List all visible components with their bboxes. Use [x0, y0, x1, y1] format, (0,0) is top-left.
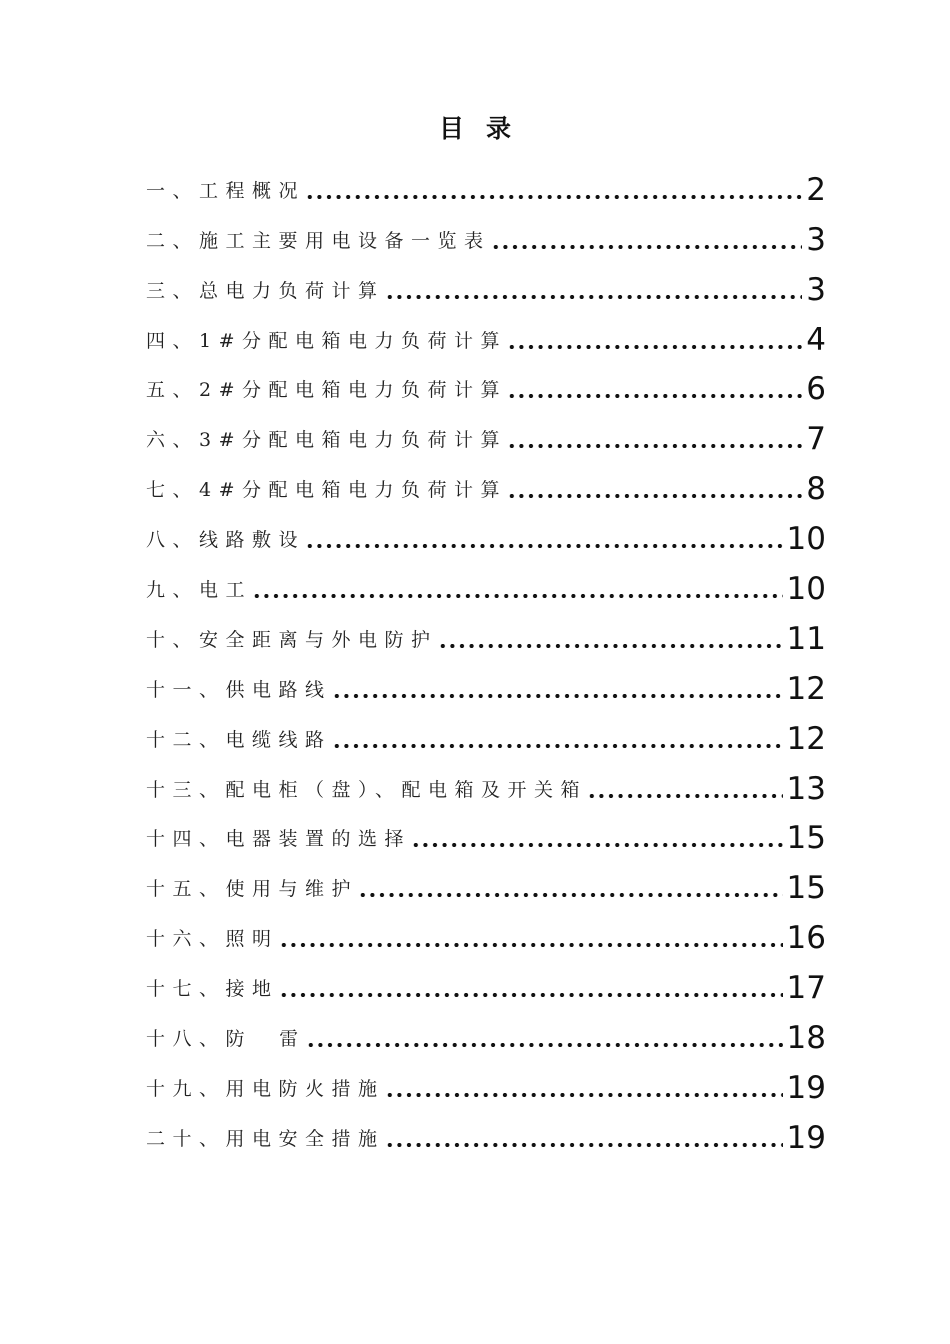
- toc-entry-label: 十八、防 雷: [146, 1028, 306, 1051]
- toc-entry-page-number: 11: [786, 620, 826, 657]
- toc-entry[interactable]: [146, 706, 826, 756]
- dot-leader: [385, 1143, 783, 1147]
- toc-entry-label: 十六、照明: [146, 928, 279, 951]
- toc-entry-label: 六、3#分配电箱电力负荷计算: [146, 429, 508, 452]
- toc-entry-page-number: 3: [806, 221, 826, 258]
- dot-leader: [279, 943, 783, 947]
- toc-entry-page-number: 15: [786, 870, 826, 907]
- dot-leader: [587, 794, 783, 798]
- toc-entry[interactable]: [146, 257, 826, 307]
- toc-entry[interactable]: [146, 456, 826, 506]
- dot-leader: [305, 195, 802, 199]
- dot-leader: [438, 644, 783, 648]
- dot-leader: [385, 1093, 783, 1097]
- toc-entry-label: 十九、用电防火措施: [146, 1077, 385, 1100]
- dot-leader: [279, 993, 783, 997]
- toc-title: 目录: [438, 114, 533, 143]
- dot-leader: [252, 594, 783, 598]
- toc-entry-label: 十三、配电柜（盘）、配电箱及开关箱: [146, 778, 588, 801]
- dot-leader: [306, 1043, 783, 1047]
- toc-entry[interactable]: [146, 406, 826, 456]
- toc-entry[interactable]: [146, 855, 826, 905]
- toc-entry-page-number: 3: [806, 271, 826, 308]
- dot-leader: [385, 295, 803, 299]
- toc-entry-label: 九、电工: [146, 579, 253, 602]
- toc-entry-page-number: 12: [786, 720, 826, 757]
- toc-entry-label: 四、1#分配电箱电力负荷计算: [146, 329, 508, 352]
- dot-leader: [411, 843, 783, 847]
- toc-entry-label: 七、4#分配电箱电力负荷计算: [146, 479, 508, 502]
- toc-entry[interactable]: [146, 357, 826, 407]
- dot-leader: [507, 394, 802, 398]
- toc-entry[interactable]: [146, 1005, 826, 1055]
- toc-entry-label: 十四、电器装置的选择: [146, 828, 412, 851]
- toc-entry[interactable]: [146, 207, 826, 257]
- toc-entry-page-number: 10: [786, 571, 826, 608]
- toc-entry[interactable]: [146, 1055, 826, 1105]
- toc-entry-label: 八、线路敷设: [146, 529, 306, 552]
- toc-entry[interactable]: [146, 756, 826, 806]
- toc-entry-page-number: 15: [786, 820, 826, 857]
- toc-entry[interactable]: [146, 905, 826, 955]
- toc-entry-page-number: 19: [786, 1069, 826, 1106]
- toc-entry-label: 一、工程概况: [146, 179, 306, 202]
- toc-entry-page-number: 18: [786, 1020, 826, 1057]
- toc-entry[interactable]: [146, 955, 826, 1005]
- toc-entry-label: 十二、电缆线路: [146, 728, 332, 751]
- dot-leader: [332, 694, 783, 698]
- dot-leader: [491, 245, 803, 249]
- toc-entry-page-number: 19: [786, 1119, 826, 1156]
- dot-leader: [305, 544, 783, 548]
- toc-entry-page-number: 8: [806, 471, 826, 508]
- dot-leader: [358, 893, 783, 897]
- dot-leader: [507, 444, 802, 448]
- toc-entry-label: 十七、接地: [146, 978, 279, 1001]
- toc-entry-page-number: 6: [806, 371, 826, 408]
- toc-entry-page-number: 12: [786, 670, 826, 707]
- toc-entry-page-number: 13: [786, 770, 826, 807]
- toc-entry-page-number: 16: [786, 920, 826, 957]
- toc-entry-label: 十五、使用与维护: [146, 878, 359, 901]
- toc-entry-label: 三、总电力负荷计算: [146, 279, 385, 302]
- toc-entry-page-number: 17: [786, 970, 826, 1007]
- toc-entry-page-number: 4: [806, 321, 826, 358]
- toc-entry-page-number: 10: [786, 521, 826, 558]
- toc-entry[interactable]: [146, 506, 826, 556]
- toc-entry[interactable]: [146, 656, 826, 706]
- toc-entry-label: 五、2#分配电箱电力负荷计算: [146, 379, 508, 402]
- toc-entry-label: 二、施工主要用电设备一览表: [146, 229, 491, 252]
- toc-entry-page-number: 7: [806, 421, 826, 458]
- toc-entry[interactable]: [146, 806, 826, 856]
- dot-leader: [507, 345, 802, 349]
- toc-entry-label: 二十、用电安全措施: [146, 1127, 385, 1150]
- toc-entry[interactable]: [146, 1105, 826, 1155]
- toc-entry[interactable]: [146, 556, 826, 606]
- table-of-contents: [146, 157, 826, 1155]
- dot-leader: [332, 744, 783, 748]
- toc-entry-label: 十、安全距离与外电防护: [146, 628, 438, 651]
- toc-entry-page-number: 2: [806, 171, 826, 208]
- dot-leader: [507, 494, 802, 498]
- toc-entry[interactable]: [146, 606, 826, 656]
- toc-entry-label: 十一、供电路线: [146, 678, 332, 701]
- toc-entry[interactable]: [146, 157, 826, 207]
- toc-entry[interactable]: [146, 307, 826, 357]
